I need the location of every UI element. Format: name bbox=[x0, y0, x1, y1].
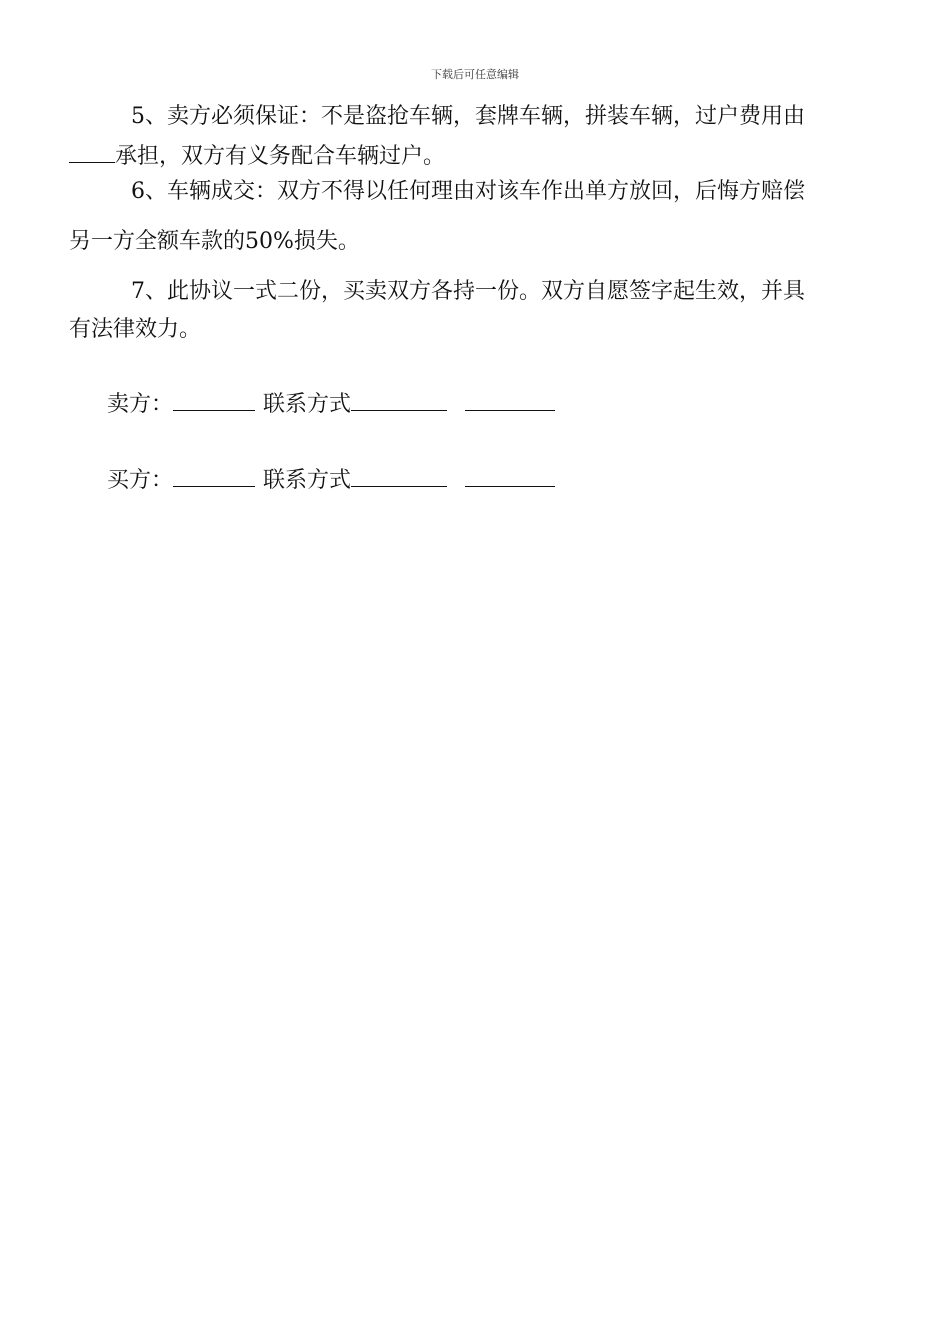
clause-5-line-2 bbox=[69, 136, 885, 174]
seller-name-blank bbox=[173, 386, 255, 411]
buyer-extra-blank bbox=[465, 462, 555, 487]
seller-extra-blank bbox=[465, 386, 555, 411]
clause-7-line-1: 7、此协议一式二份，买卖双方各持一份。双方自愿签字起生效，并具 bbox=[131, 279, 805, 304]
fee-payer-blank bbox=[69, 136, 115, 163]
clause-6-line-2: 另一方全额车款的50%损失。 bbox=[69, 229, 360, 254]
buyer-contact-label: 联系方式 bbox=[263, 468, 352, 493]
buyer-label: 买方： bbox=[107, 468, 174, 493]
seller-signature-row bbox=[107, 386, 555, 422]
clause-5 bbox=[69, 98, 885, 174]
buyer-name-blank bbox=[173, 462, 255, 487]
seller-contact-blank bbox=[351, 386, 447, 411]
page-header-note: 下载后可任意编辑 bbox=[431, 68, 519, 81]
clause-7-line-2: 有法律效力。 bbox=[69, 317, 202, 342]
clause-7 bbox=[69, 273, 885, 349]
buyer-contact-blank bbox=[351, 462, 447, 487]
seller-contact-label: 联系方式 bbox=[263, 392, 352, 417]
clause-5-line-2-text: 承担，双方有义务配合车辆过户。 bbox=[115, 144, 446, 169]
seller-label: 卖方： bbox=[107, 392, 174, 417]
clause-5-line-1: 5、卖方必须保证：不是盗抢车辆，套牌车辆，拼装车辆，过户费用由 bbox=[131, 104, 805, 129]
clause-6-line-1: 6、车辆成交：双方不得以任何理由对该车作出单方放回，后悔方赔偿 bbox=[131, 179, 805, 204]
clause-6 bbox=[69, 173, 885, 261]
buyer-signature-row bbox=[107, 462, 555, 498]
